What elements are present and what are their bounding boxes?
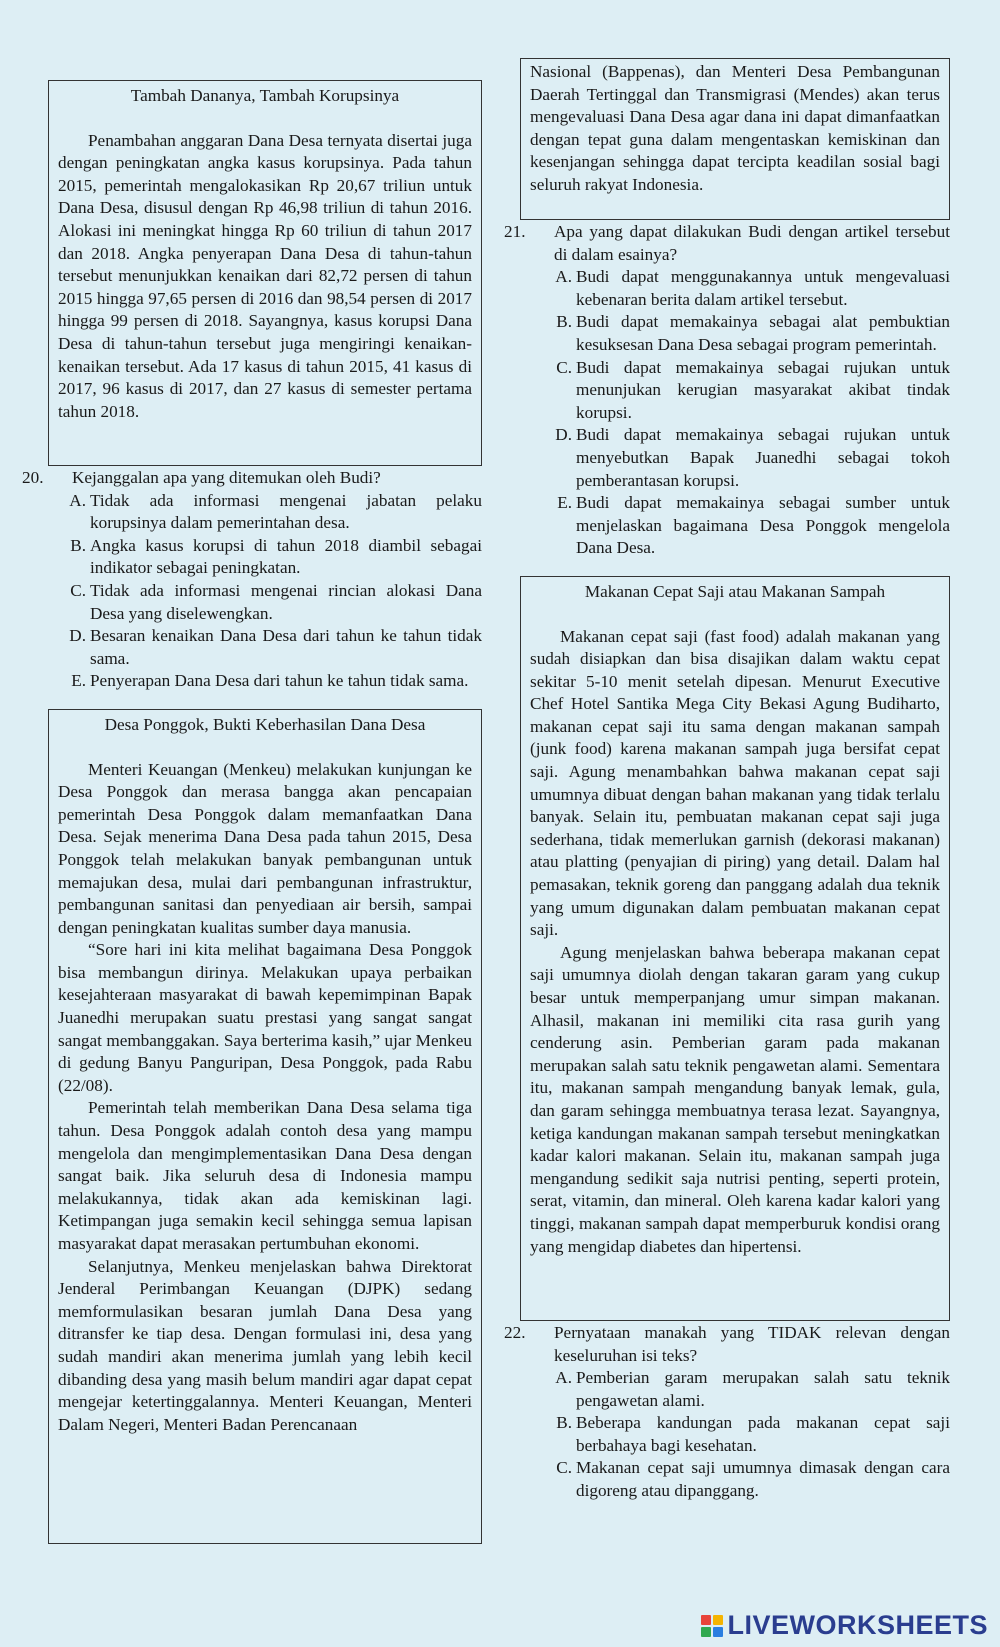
article-title: Tambah Dananya, Tambah Korupsinya <box>130 86 400 105</box>
article-paragraph: “Sore hari ini kita melihat bagaimana Desa Ponggok bisa membangun dirinya. Melakukan upaya perbaikan kesejahteraan masyarakat di bawah kepemimpinan Bapak Juanedhi merupakan suatu prestasi yang sangat sangat sangat membanggakan. Saya berterima kasih,” ujar Menkeu di gedung Banyu Panguripan, Desa Ponggok, pada Rabu (22/08). <box>58 940 472 1095</box>
option-a[interactable]: A. Pemberian garam merupakan salah satu teknik pengawetan alami. <box>555 1368 950 1410</box>
question-text: Kejanggalan apa yang ditemukan oleh Budi? <box>72 468 381 487</box>
option-b[interactable]: B. Angka kasus korupsi di tahun 2018 diambil sebagai indikator sebagai peningkatan. <box>70 535 482 578</box>
left-column <box>22 80 482 1544</box>
option-c[interactable]: C. Budi dapat memakainya sebagai rujukan untuk menunjukan kerugian masyarakat akibat tindak korupsi. <box>556 357 950 422</box>
article-title: Makanan Cepat Saji atau Makanan Sampah <box>584 581 886 601</box>
option-c[interactable]: C. Tidak ada informasi mengenai rincian alokasi Dana Desa yang diselewengkan. <box>70 580 482 623</box>
option-c[interactable]: C. Makanan cepat saji umumnya dimasak dengan cara digoreng atau dipanggang. <box>556 1458 950 1501</box>
logo-square-icon <box>701 1627 711 1637</box>
liveworksheets-logo <box>701 1610 988 1641</box>
article-paragraph: Menteri Keuangan (Menkeu) melakukan kunjungan ke Desa Ponggok dan merasa bangga akan pencapaian pemerintah Desa Ponggok dalam memanfaatkan Dana Desa. Sejak menerima Dana Desa pada tahun 2015, Desa Ponggok telah melakukan banyak pembangunan untuk memajukan desa, mulai dari pembangunan infrastruktur, pembangunan sanitasi dan penyediaan air bersih, sampai dengan peningkatan kualitas sumber daya manusia. <box>58 759 472 937</box>
article-paragraph: Pemerintah telah memberikan Dana Desa selama tiga tahun. Desa Ponggok adalah contoh desa yang mampu mengelola dan mengimplementasikan Dana Desa dengan sangat baik. Jika seluruh desa di Indonesia mampu melakukannya, tidak akan ada kemiskinan lagi. Ketimpangan juga semakin kecil sehingga semua lapisan masyarakat dapat merasakan pertumbuhan ekonomi. <box>58 1098 472 1253</box>
article-tambah-dananya <box>48 80 482 466</box>
question-20 <box>22 467 482 693</box>
option-d[interactable]: D. Besaran kenaikan Dana Desa dari tahun ke tahun tidak sama. <box>69 626 482 668</box>
option-a[interactable]: A. Budi dapat menggunakannya untuk mengevaluasi kebenaran berita dalam artikel tersebut. <box>555 267 950 309</box>
logo-text: LIVEWORKSHEETS <box>727 1610 988 1641</box>
logo-square-icon <box>713 1615 723 1625</box>
question-number: 20. <box>22 468 44 487</box>
question-number: 21. <box>504 222 526 241</box>
logo-square-icon <box>701 1615 711 1625</box>
article-paragraph: Makanan cepat saji (fast food) adalah makanan yang sudah disiapkan dan bisa disajikan dalam waktu cepat sekitar 5-10 menit setelah dipesan. Menurut Executive Chef Hotel Santika Mega City Bekasi Agung Budiharto, makanan cepat saji itu sama dengan makanan sampah (junk food) karena makanan sampah juga bersifat cepat saji. Agung menambahkan bahwa makanan cepat saji umumnya dibuat dengan bahan makanan yang tidak terlalu banyak. Selain itu, pembuatan makanan cepat saji juga sederhana, tidak memerlukan garnish (dekorasi makanan) atau platting (penyajian di piring) yang detail. Dalam hal pemasakan, teknik goreng dan panggang adalah dua teknik yang umum digunakan dalam pembuatan makanan cepat saji. <box>530 626 940 940</box>
article-paragraph: Selanjutnya, Menkeu menjelaskan bahwa Direktorat Jenderal Perimbangan Keuangan (DJPK) sedang memformulasikan besaran jumlah Dana Desa yang ditransfer ke tiap desa. Dengan formulasi ini, desa yang sudah mandiri akan menerima jumlah yang lebih kecil dibanding desa yang masih belum mandiri agar dapat cepat mengejar ketertinggalannya. Menteri Keuangan, Menteri Dalam Negeri, Menteri Badan Perencanaan <box>58 1256 472 1434</box>
article-paragraph: Agung menjelaskan bahwa beberapa makanan cepat saji umumnya diolah dengan takaran garam yang cukup besar untuk memperpanjang umur simpan makanan. Alhasil, makanan ini memiliki cita rasa gurih yang cenderung asin. Pemberian garam pada makanan merupakan salah satu teknik pengawetan alami. Sementara itu, makanan sampah mengandung banyak lemak, gula, dan garam sehingga membuatnya terasa lezat. Sayangnya, ketiga kandungan makanan sampah tersebut meningkatkan kadar kalori makanan. Selain itu, makanan sampah juga mengandung sedikit saja nutrisi penting, seperti protein, serat, vitamin, dan mineral. Oleh karena kadar kalori yang tinggi, makanan sampah dapat memperburuk kondisi orang yang mengidap diabetes dan hipertensi. <box>530 942 940 1256</box>
article-title: Desa Ponggok, Bukti Keberhasilan Dana Desa <box>104 714 426 734</box>
option-b[interactable]: B. Beberapa kandungan pada makanan cepat saji berbahaya bagi kesehatan. <box>556 1413 950 1455</box>
article-paragraph: Penambahan anggaran Dana Desa ternyata disertai juga dengan peningkatan angka kasus korupsinya. Pada tahun 2015, pemerintah mengalokasikan Rp 20,67 triliun untuk Dana Desa, disusul dengan Rp 46,98 triliun di tahun 2016. Alokasi ini meningkat hingga Rp 60 triliun di tahun 2017 dan 2018. Angka penyerapan Dana Desa di tahun-tahun tersebut menunjukkan kenaikan dari 82,72 persen di tahun 2015 hingga 97,65 persen di 2016 dan 98,54 persen di 2017 hingga 99 persen di 2018. Sayangnya, kasus korupsi Dana Desa di tahun-tahun tersebut juga mengiringi kenaikan-kenaikan tersebut. Ada 17 kasus di tahun 2015, 41 kasus di 2017, 96 kasus di 2017, dan 27 kasus di semester pertama tahun 2018. <box>58 130 472 421</box>
right-column <box>504 58 950 1503</box>
article-desa-ponggok-continued <box>520 58 950 220</box>
article-makanan-cepat-saji <box>520 576 950 1321</box>
question-21 <box>504 221 950 560</box>
logo-square-icon <box>713 1627 723 1637</box>
logo-squares-icon <box>701 1615 723 1637</box>
option-b[interactable]: B. Budi dapat memakainya sebagai alat pembuktian kesuksesan Dana Desa sebagai program pemerintah. <box>556 312 950 354</box>
question-text: Apa yang dapat dilakukan Budi dengan artikel tersebut di dalam esainya? <box>554 222 950 264</box>
article-desa-ponggok <box>48 709 482 1544</box>
article-paragraph: Nasional (Bappenas), dan Menteri Desa Pembangunan Daerah Tertinggal dan Transmigrasi (Mendes) akan terus mengevaluasi Dana Desa agar dana ini dapat dimanfaatkan dengan tepat guna dalam mengentaskan kemiskinan dan kesenjangan sehingga dapat tercipta keadilan sosial bagi seluruh rakyat Indonesia. <box>530 62 940 194</box>
question-text: Pernyataan manakah yang TIDAK relevan dengan keseluruhan isi teks? <box>554 1322 950 1365</box>
question-number: 22. <box>504 1322 526 1342</box>
option-a[interactable]: A. Tidak ada informasi mengenai jabatan pelaku korupsinya dalam pemerintahan desa. <box>69 490 482 533</box>
question-22 <box>504 1322 950 1503</box>
option-e[interactable]: E. Budi dapat memakainya sebagai sumber untuk menjelaskan bagaimana Desa Ponggok mengelola Dana Desa. <box>557 493 950 558</box>
option-e[interactable]: E. Penyerapan Dana Desa dari tahun ke tahun tidak sama. <box>71 671 469 691</box>
option-d[interactable]: D. Budi dapat memakainya sebagai rujukan untuk menyebutkan Bapak Juanedhi sebagai tokoh pemberantasan korupsi. <box>555 425 950 490</box>
